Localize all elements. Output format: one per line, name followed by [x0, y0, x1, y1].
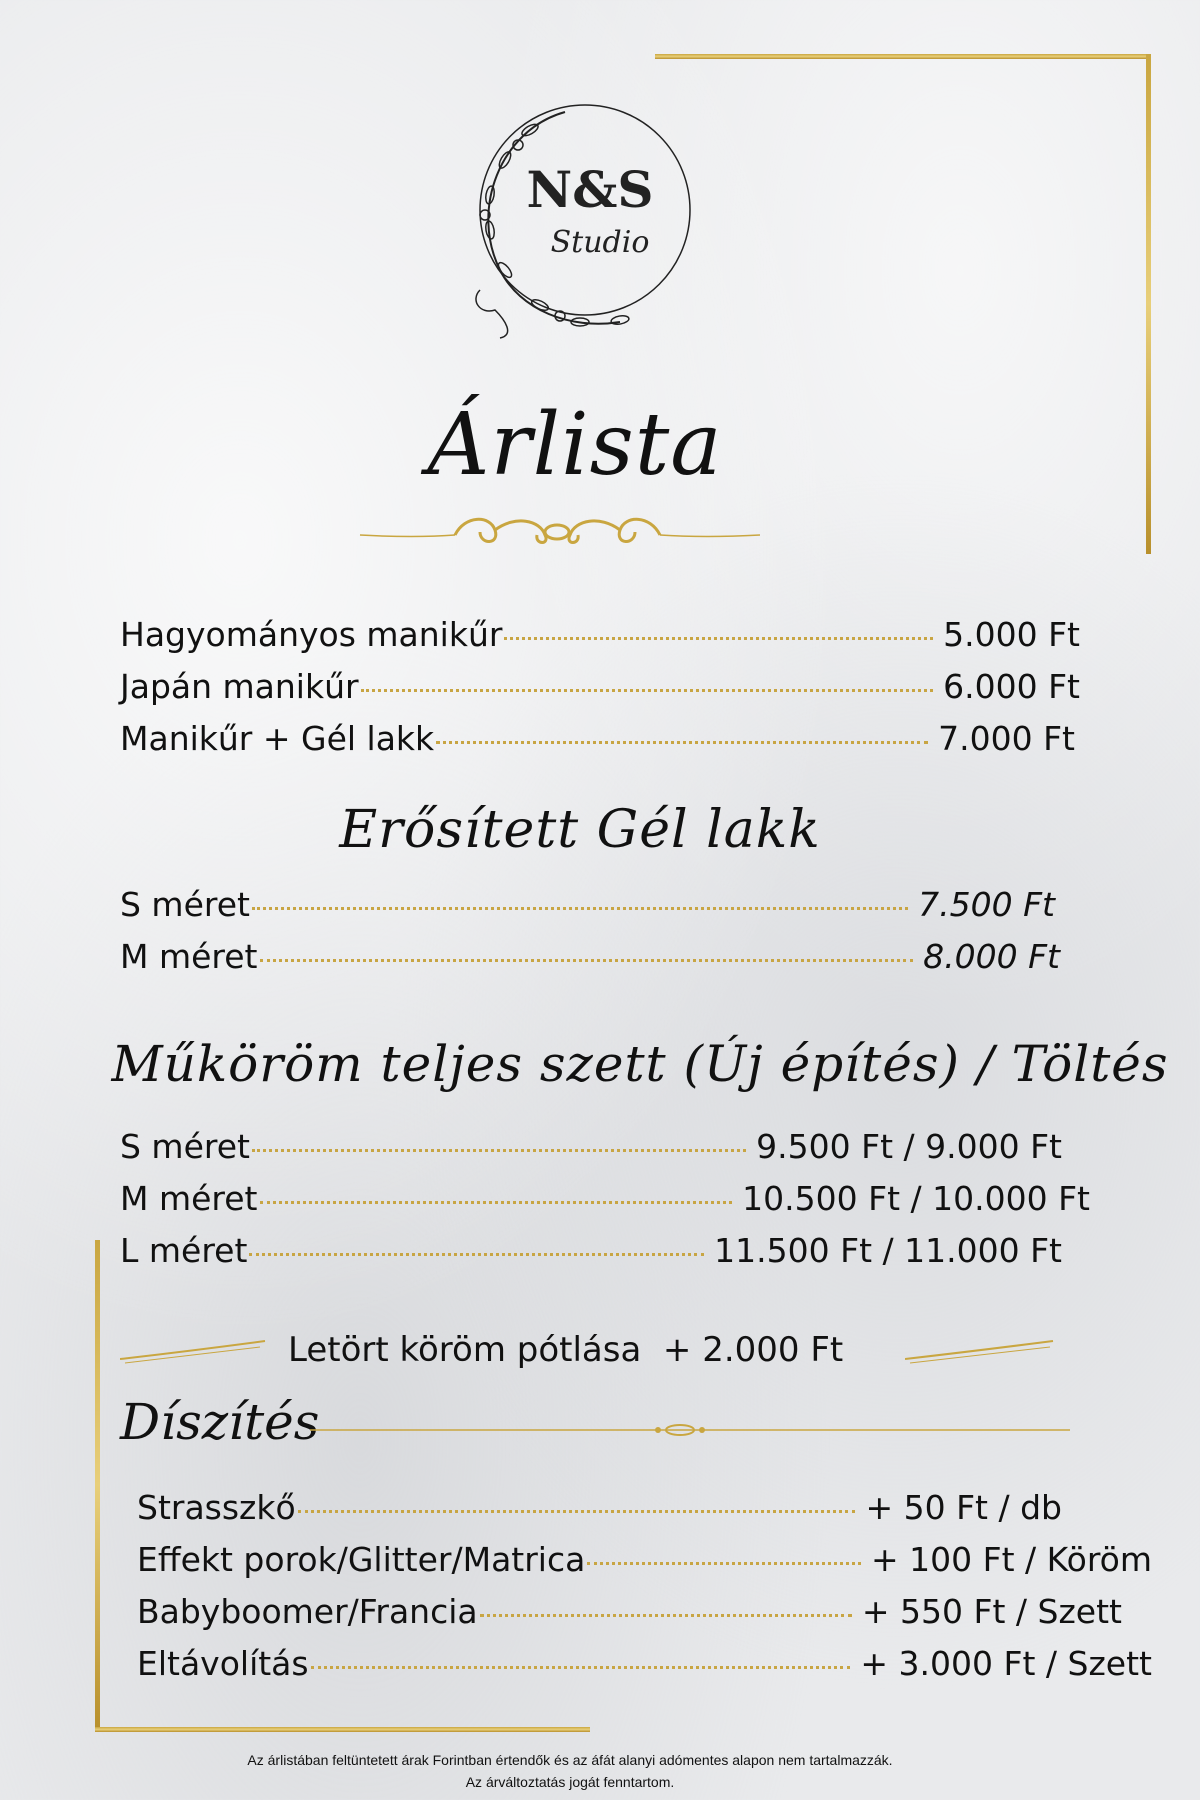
footnote-line-2: Az árváltoztatás jogát fenntartom.	[465, 1774, 675, 1790]
price-row-hagyomanyos: Hagyományos manikűr 5.000 Ft	[120, 615, 1080, 654]
section-heading-acryl: Műköröm teljes szett (Új építés) / Töltés	[111, 1035, 1169, 1093]
page-title: Árlista	[427, 395, 723, 495]
gold-stroke-right-icon	[905, 1335, 1055, 1365]
dot-leader	[260, 1201, 733, 1204]
price-row-babyboomer: Babyboomer/Francia + 550 Ft / Szett	[137, 1592, 1122, 1631]
price-row-acryl-l: L méret 11.500 Ft / 11.000 Ft	[120, 1231, 1062, 1270]
frame-left-line	[95, 1240, 100, 1730]
price-row-gel-s: S méret 7.500 Ft	[120, 885, 1055, 924]
price-row-effekt: Effekt porok/Glitter/Matrica + 100 Ft / Köröm	[137, 1540, 1152, 1579]
price-row-eltavolitas: Eltávolítás + 3.000 Ft / Szett	[137, 1644, 1152, 1683]
dot-leader	[587, 1562, 861, 1565]
price-row-acryl-m: M méret 10.500 Ft / 10.000 Ft	[120, 1179, 1090, 1218]
wreath-icon	[460, 100, 700, 340]
price-row-gel-lakk: Manikűr + Gél lakk 7.000 Ft	[120, 719, 1075, 758]
dot-leader	[298, 1510, 856, 1513]
dot-leader	[436, 741, 928, 744]
section-heading-decor: Díszítés	[120, 1393, 320, 1451]
logo-subtitle: Studio	[550, 225, 650, 260]
frame-bottom-line	[95, 1727, 590, 1732]
dot-leader	[249, 1253, 704, 1256]
gold-stroke-left-icon	[120, 1335, 270, 1365]
dot-leader	[311, 1666, 851, 1669]
frame-top-line	[655, 54, 1151, 59]
dot-leader	[252, 1149, 746, 1152]
dot-leader	[504, 637, 933, 640]
price-row-acryl-s: S méret 9.500 Ft / 9.000 Ft	[120, 1127, 1062, 1166]
dot-leader	[361, 689, 934, 692]
decor-divider-icon	[310, 1420, 1070, 1440]
dot-leader	[252, 907, 908, 910]
price-row-japan: Japán manikűr 6.000 Ft	[120, 667, 1080, 706]
price-row-gel-m: M méret 8.000 Ft	[120, 937, 1060, 976]
studio-logo	[460, 100, 700, 340]
footnote-line-1: Az árlistában feltüntetett árak Forintban értendők és az áfát alanyi adómentes alapon nem tartalmazzák.	[247, 1752, 893, 1768]
logo-initials: N&S	[526, 160, 654, 219]
ornament-divider-icon	[355, 510, 765, 550]
section-heading-gel: Erősített Gél lakk	[339, 800, 821, 860]
price-row-strassz: Strasszkő + 50 Ft / db	[137, 1488, 1062, 1527]
dot-leader	[260, 959, 914, 962]
dot-leader	[480, 1614, 852, 1617]
broken-nail-line: Letört köröm pótlása + 2.000 Ft	[288, 1330, 844, 1370]
